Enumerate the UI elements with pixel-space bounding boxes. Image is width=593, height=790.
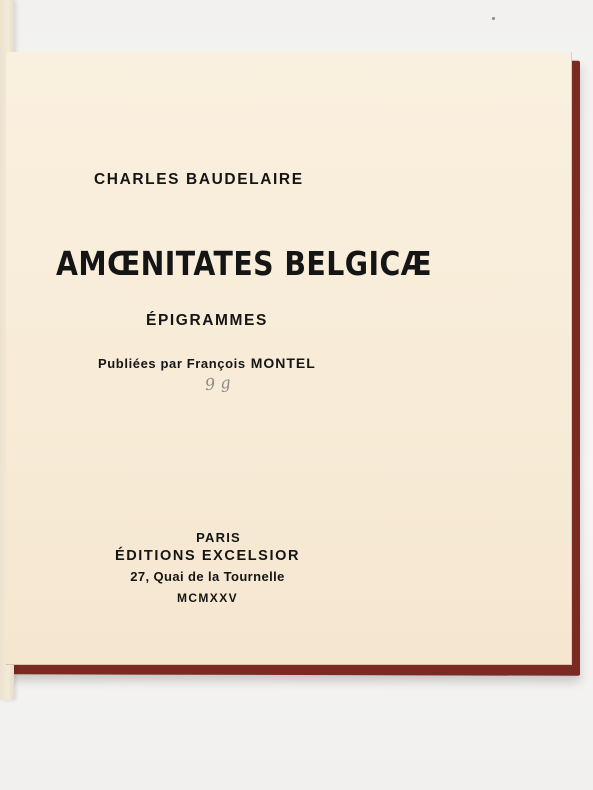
pencil-annotation: 9 g [204, 372, 232, 395]
book-title: AMŒNITATES BELGICÆ [56, 244, 432, 283]
editor-name: MONTEL [250, 355, 316, 371]
editor-credit [98, 355, 316, 371]
author-name: CHARLES BAUDELAIRE [94, 171, 304, 188]
book-subtitle: ÉPIGRAMMES [146, 312, 268, 329]
dust-speck [492, 17, 495, 20]
title-page [6, 52, 572, 665]
imprint-year: MCMXXV [176, 591, 239, 605]
imprint-city: PARIS [196, 530, 241, 545]
imprint-publisher: ÉDITIONS EXCELSIOR [114, 548, 301, 564]
editor-prefix: Publiées par François [98, 356, 246, 371]
imprint-address: 27, Quai de la Tournelle [130, 569, 285, 584]
